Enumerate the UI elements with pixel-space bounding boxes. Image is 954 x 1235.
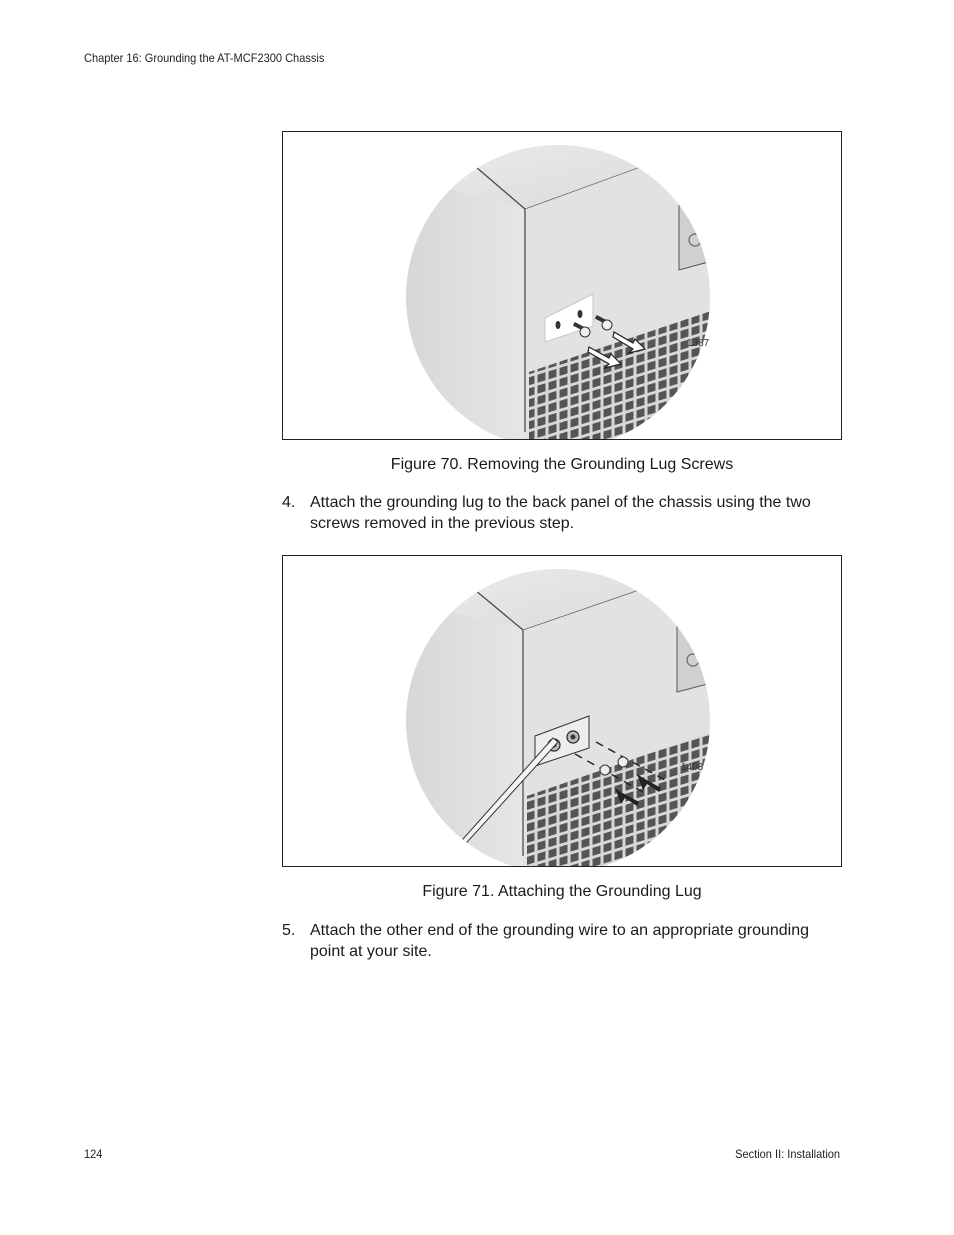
step-4 xyxy=(282,492,844,534)
step-5 xyxy=(282,920,844,962)
step-5-text: Attach the other end of the grounding wire to an appropriate grounding point at your site. xyxy=(310,922,810,960)
figure-71-caption: Figure 71. Attaching the Grounding Lug xyxy=(422,883,702,900)
page-number: 124 xyxy=(84,1147,103,1161)
figure-70-id-number: 1387 xyxy=(687,338,710,349)
figure-71-id-number: 1408 xyxy=(681,762,704,773)
figure-70-caption: Figure 70. Removing the Grounding Lug Screws xyxy=(390,456,734,473)
step-4-number: 4. xyxy=(282,494,296,511)
figure-71-illustration xyxy=(282,555,842,867)
step-5-number: 5. xyxy=(282,922,296,939)
section-label: Section II: Installation xyxy=(735,1147,840,1161)
figure-70-illustration xyxy=(282,131,842,440)
step-4-text: Attach the grounding lug to the back panel of the chassis using the two screws removed in the previous step. xyxy=(310,494,811,532)
running-header: Chapter 16: Grounding the AT-MCF2300 Chassis xyxy=(84,51,325,65)
